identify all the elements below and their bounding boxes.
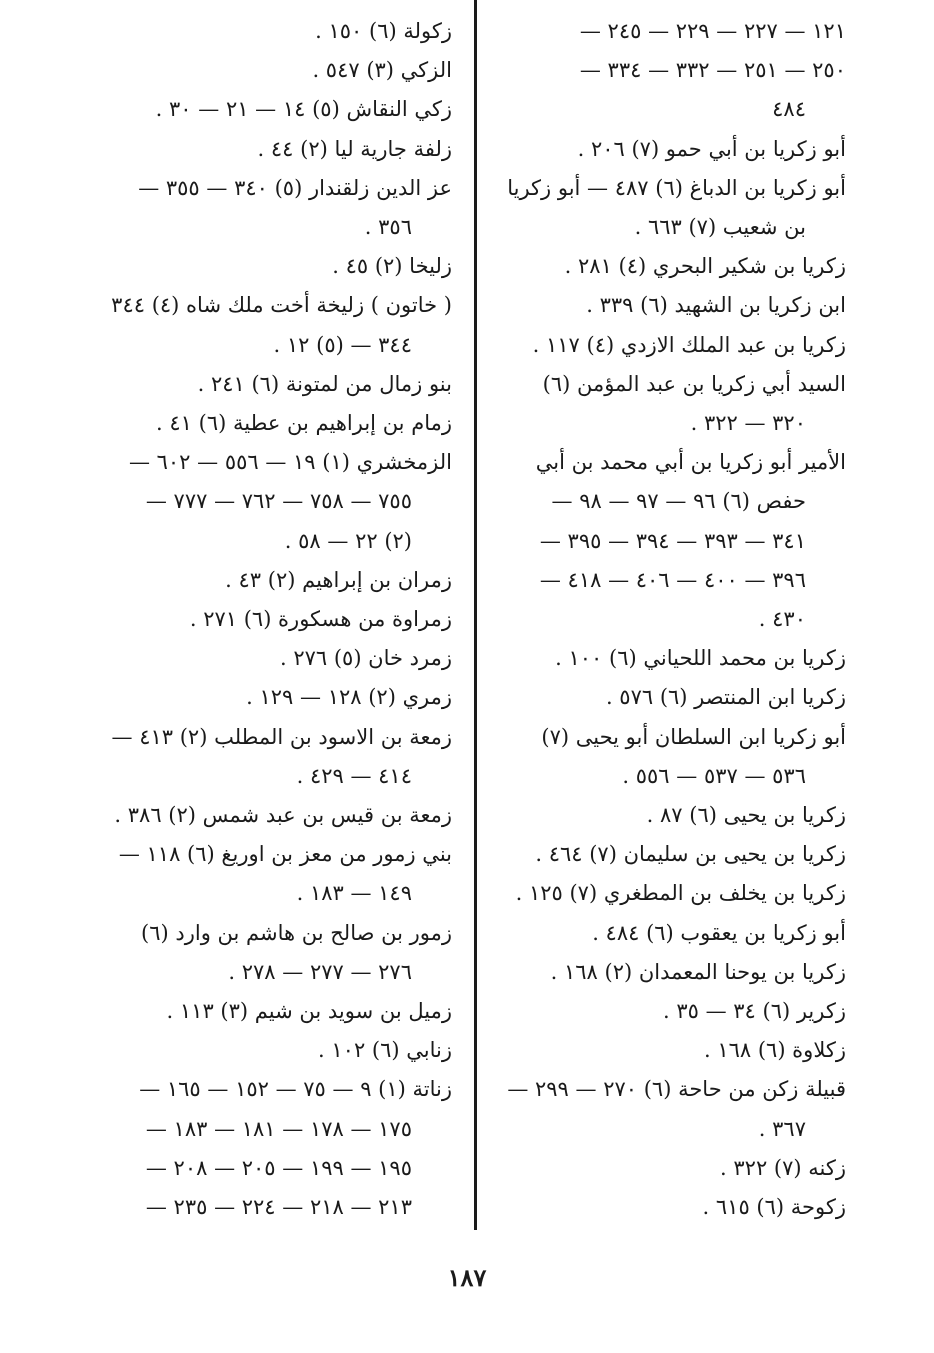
index-entry-line: ٢٧٦ — ٢٧٧ — ٢٧٨ . [228,959,412,984]
index-entry-line: ٣٩٦ — ٤٠٠ — ٤٠٦ — ٤١٨ — [539,567,806,592]
index-entry-line: ( خاتون ) زليخة أخت ملك شاه (٤) ٣٤٤ [111,293,452,318]
index-entry-line: بن شعيب (٧) ٦٦٣ . [634,215,806,239]
index-entry-line: زكريا بن محمد اللحياني (٦) ١٠٠ . [555,646,846,671]
index-entry-line: زمور بن صالح بن هاشم بن وارد (٦) [141,920,452,945]
index-entry-line: زنابي (٦) ١٠٢ . [318,1038,452,1063]
index-entry-line: أبو زكريا بن أبي حمو (٧) ٢٠٦ . [577,136,846,161]
index-entry-line: (٢) ٢٢ — ٥٨ . [284,528,412,553]
page-number: ١٨٧ [447,1263,487,1292]
index-entry-line: ٢١٣ — ٢١٨ — ٢٢٤ — ٢٣٥ — [145,1195,412,1219]
index-entry-line: الأمير أبو زكريا بن أبي محمد بن أبي [535,450,846,475]
index-entry-line: زمرد خان (٥) ٢٧٦ . [279,646,452,671]
index-entry-line: أبو زكريا بن الدباغ (٦) ٤٨٧ — أبو زكريا [507,175,846,200]
index-entry-line: ٣٦٧ . [758,1116,806,1141]
index-entry-line: ٣٤٤ — (٥) ١٢ . [273,332,412,357]
index-entry-line: زناتة (١) ٩ — ٧٥ — ١٥٢ — ١٦٥ — [139,1077,452,1102]
index-entry-line: زمران بن إبراهيم (٢) ٤٣ . [225,567,452,592]
index-entry-line: عز الدين زلقندار (٥) ٣٤٠ — ٣٥٥ — [138,175,452,200]
index-entry-line: ٣٤١ — ٣٩٣ — ٣٩٤ — ٣٩٥ — [539,528,806,553]
index-entry-line: ٤٨٤ [772,97,806,122]
index-entry-line: زكريا بن يوحنا المعمدان (٢) ١٦٨ . [550,959,846,984]
index-entry-line: زكوحة (٦) ٦١٥ . [702,1195,846,1219]
index-entry-line: ٣٢٠ — ٣٢٢ . [690,411,806,435]
index-entry-line: ٧٥٥ — ٧٥٨ — ٧٦٢ — ٧٧٧ — [145,489,412,514]
index-entry-line: ١٧٥ — ١٧٨ — ١٨١ — ١٨٣ — [145,1116,412,1141]
index-entry-line: زميل بن سويد بن شيم (٣) ١١٣ . [166,999,452,1023]
index-entry-line: زكولة (٦) ١٥٠ . [315,19,452,43]
index-entry-line: زكريا بن يحيى (٦) ٨٧ . [646,803,846,827]
column-divider [474,0,477,1230]
index-entry-line: زكريا ابن المنتصر (٦) ٥٧٦ . [605,685,846,710]
index-entry-line: ٥٣٦ — ٥٣٧ — ٥٥٦ . [622,763,806,788]
index-entry-line: الزمخشري (١) ١٩ — ٥٥٦ — ٦٠٢ — [128,450,452,475]
index-entry-line: حفص (٦) ٩٦ — ٩٧ — ٩٨ — [551,489,806,514]
index-entry-line: زليخا (٢) ٤٥ . [332,254,452,279]
index-entry-line: بني زمور من معز بن اوريغ (٦) ١١٨ — [118,842,452,867]
index-entry-line: زكريا بن يحيى بن سليمان (٧) ٤٦٤ . [535,842,846,867]
index-entry-line: زمام بن إبراهيم بن عطية (٦) ٤١ . [156,411,452,435]
index-entry-line: قبيلة زكن من حاحة (٦) ٢٧٠ — ٢٩٩ — [507,1077,846,1102]
index-entry-line: ١٩٥ — ١٩٩ — ٢٠٥ — ٢٠٨ — [145,1155,412,1180]
index-entry-line: زكنه (٧) ٣٢٢ . [720,1155,846,1180]
index-entry-line: ٣٥٦ . [364,215,412,239]
index-entry-line: ابن زكريا بن الشهيد (٦) ٣٣٩ . [586,293,846,318]
index-entry-line: بنو زمال من لمتونة (٦) ٢٤١ . [197,371,452,396]
index-entry-line: الزكي (٣) ٥٤٧ . [312,58,452,83]
index-entry-line: أبو زكريا بن يعقوب (٦) ٤٨٤ . [592,920,846,945]
index-entry-line: زكريا بن شكير البحري (٤) ٢٨١ . [564,254,846,279]
index-entry-line: زكي النقاش (٥) ١٤ — ٢١ — ٣٠ . [155,97,452,122]
index-entry-line: ٤١٤ — ٤٢٩ . [296,763,412,788]
index-entry-line: زكريا بن يخلف بن المطغري (٧) ١٢٥ . [515,881,846,906]
index-entry-line: زلفة جارية ليا (٢) ٤٤ . [257,136,452,161]
index-entry-line: ٤٣٠ . [758,607,806,631]
index-entry-line: زكرير (٦) ٣٤ — ٣٥ . [662,999,846,1023]
index-entry-line: ١٤٩ — ١٨٣ . [296,881,412,906]
index-entry-line: زمعة بن قيس بن عبد شمس (٢) ٣٨٦ . [114,803,452,827]
index-entry-line: زكلاوة (٦) ١٦٨ . [703,1038,846,1063]
index-entry-line: ٢٥٠ — ٢٥١ — ٣٣٢ — ٣٣٤ — [579,58,846,83]
index-entry-line: زكريا بن عبد الملك الازدي (٤) ١١٧ . [532,332,846,357]
index-entry-line: زمري (٢) ١٢٨ — ١٢٩ . [246,685,452,710]
index-entry-line: أبو زكريا ابن السلطان أبو يحيى (٧) [541,724,846,749]
index-entry-line: زمراوة من هسكورة (٦) ٢٧١ . [189,607,452,631]
index-entry-line: ١٢١ — ٢٢٧ — ٢٢٩ — ٢٤٥ — [579,19,846,43]
index-entry-line: السيد أبي زكريا بن عبد المؤمن (٦) [542,371,846,396]
index-entry-line: زمعة بن الاسود بن المطلب (٢) ٤١٣ — [111,724,452,749]
